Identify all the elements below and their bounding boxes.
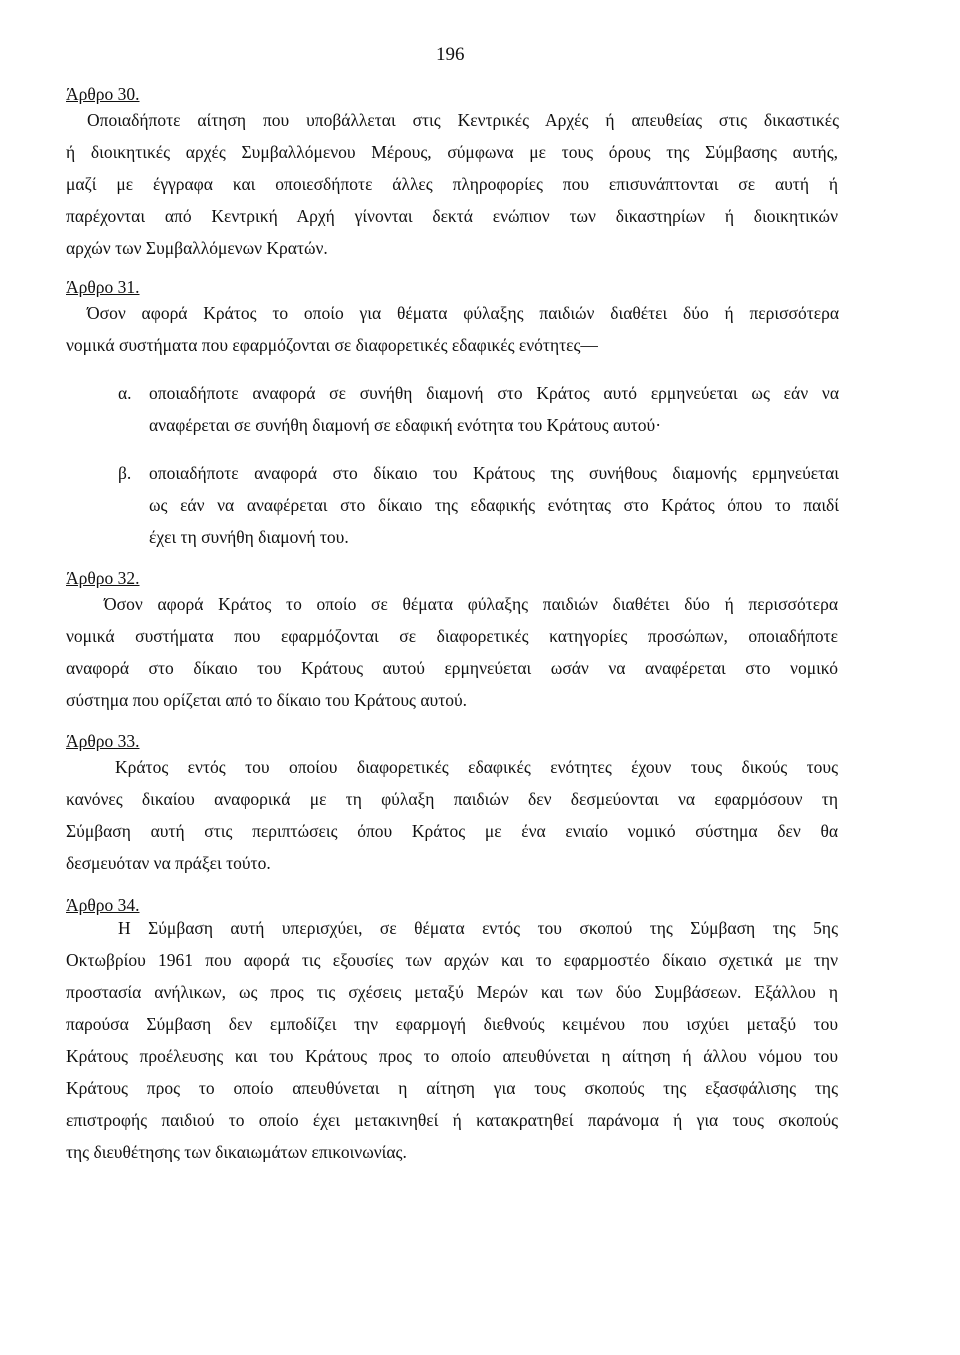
- article-line: Κράτος εντός του οποίου διαφορετικές εδαφικές ενότητες έχουν τους δικούς τους: [115, 757, 838, 777]
- item-line: ως εάν να αναφέρεται στο δίκαιο της εδαφικής ενότητας στο Κράτος όπου το παιδί: [149, 495, 839, 515]
- article-heading: Άρθρο 31.: [66, 277, 140, 297]
- item-label: β.: [118, 463, 132, 483]
- article-line: Οποιαδήποτε αίτηση που υποβάλλεται στις Κεντρικές Αρχές ή απευθείας στις δικαστικές: [87, 110, 839, 130]
- article-line: νομικά συστήματα που εφαρμόζονται σε διαφορετικές εδαφικές ενότητες—: [66, 335, 598, 355]
- page-number: 196: [436, 44, 465, 65]
- article-heading: Άρθρο 30.: [66, 84, 140, 104]
- article-line: σύστημα που ορίζεται από το δίκαιο του Κράτους αυτού.: [66, 690, 468, 710]
- article-line: δεσμευόταν να πράξει τούτο.: [66, 853, 271, 873]
- article-line: επιστροφής παιδιού το οποίο έχει μετακινηθεί ή κατακρατηθεί παράνομα ή για τους σκοπούς: [66, 1110, 838, 1130]
- item-label: α.: [118, 383, 132, 403]
- article-line: Η Σύμβαση αυτή υπερισχύει, σε θέματα εντός του σκοπού της Σύμβαση της 5ης: [118, 918, 838, 938]
- article-line: ή διοικητικές αρχές Συμβαλλόμενου Μέρους, σύμφωνα με τους όρους της Σύμβασης αυτής,: [66, 142, 838, 162]
- article-line: της διευθέτησης των δικαιωμάτων επικοινωνίας.: [66, 1142, 407, 1162]
- article-line: Όσον αφορά Κράτος το οποίο σε θέματα φύλαξης παιδιών διαθέτει δύο ή περισσότερα: [104, 594, 838, 614]
- article-line: Όσον αφορά Κράτος το οποίο για θέματα φύλαξης παιδιών διαθέτει δύο ή περισσότερα: [87, 303, 839, 323]
- article-heading: Άρθρο 33.: [66, 731, 140, 751]
- article-heading: Άρθρο 34.: [66, 895, 140, 915]
- item-line: αναφέρεται σε συνήθη διαμονή σε εδαφική ενότητα του Κράτους αυτού·: [149, 415, 662, 435]
- article-line: αρχών των Συμβαλλόμενων Κρατών.: [66, 238, 328, 258]
- item-line: έχει τη συνήθη διαμονή του.: [149, 527, 349, 547]
- article-line: μαζί με έγγραφα και οποιεσδήποτε άλλες πληροφορίες που επισυνάπτονται σε αυτή ή: [66, 174, 838, 194]
- article-line: κανόνες δικαίου αναφορικά με τη φύλαξη παιδιών δεν δεσμεύονται να εφαρμόσουν τη: [66, 789, 838, 809]
- article-line: προστασία ανήλικων, ως προς τις σχέσεις μεταξύ Μερών και των δύο Συμβάσεων. Εξάλλου η: [66, 982, 838, 1002]
- article-line: παρέχονται από Κεντρική Αρχή γίνονται δεκτά ενώπιον των δικαστηρίων ή διοικητικών: [66, 206, 838, 226]
- article-heading: Άρθρο 32.: [66, 568, 140, 588]
- article-line: παρούσα Σύμβαση δεν εμποδίζει την εφαρμογή διεθνούς κειμένου που ισχύει μεταξύ του: [66, 1014, 838, 1034]
- article-line: Οκτωβρίου 1961 που αφορά τις εξουσίες των αρχών και το εφαρμοστέο δίκαιο σχετικά με την: [66, 950, 838, 970]
- article-line: Κράτους προς το οποίο απευθύνεται η αίτηση για τους σκοπούς της εξασφάλισης της: [66, 1078, 838, 1098]
- article-line: αναφορά στο δίκαιο του Κράτους αυτού ερμηνεύεται ωσάν να αναφέρεται στο νομικό: [66, 658, 838, 678]
- article-line: νομικά συστήματα που εφαρμόζονται σε διαφορετικές κατηγορίες προσώπων, οποιαδήποτε: [66, 626, 838, 646]
- item-line: οποιαδήποτε αναφορά στο δίκαιο του Κράτους της συνήθους διαμονής ερμηνεύεται: [149, 463, 839, 483]
- article-line: Κράτους προέλευσης και του Κράτους προς το οποίο απευθύνεται η αίτηση ή άλλου νόμου του: [66, 1046, 838, 1066]
- article-line: Σύμβαση αυτή στις περιπτώσεις όπου Κράτος με ένα ενιαίο νομικό σύστημα δεν θα: [66, 821, 838, 841]
- item-line: οποιαδήποτε αναφορά σε συνήθη διαμονή στο Κράτος αυτό ερμηνεύεται ως εάν να: [149, 383, 839, 403]
